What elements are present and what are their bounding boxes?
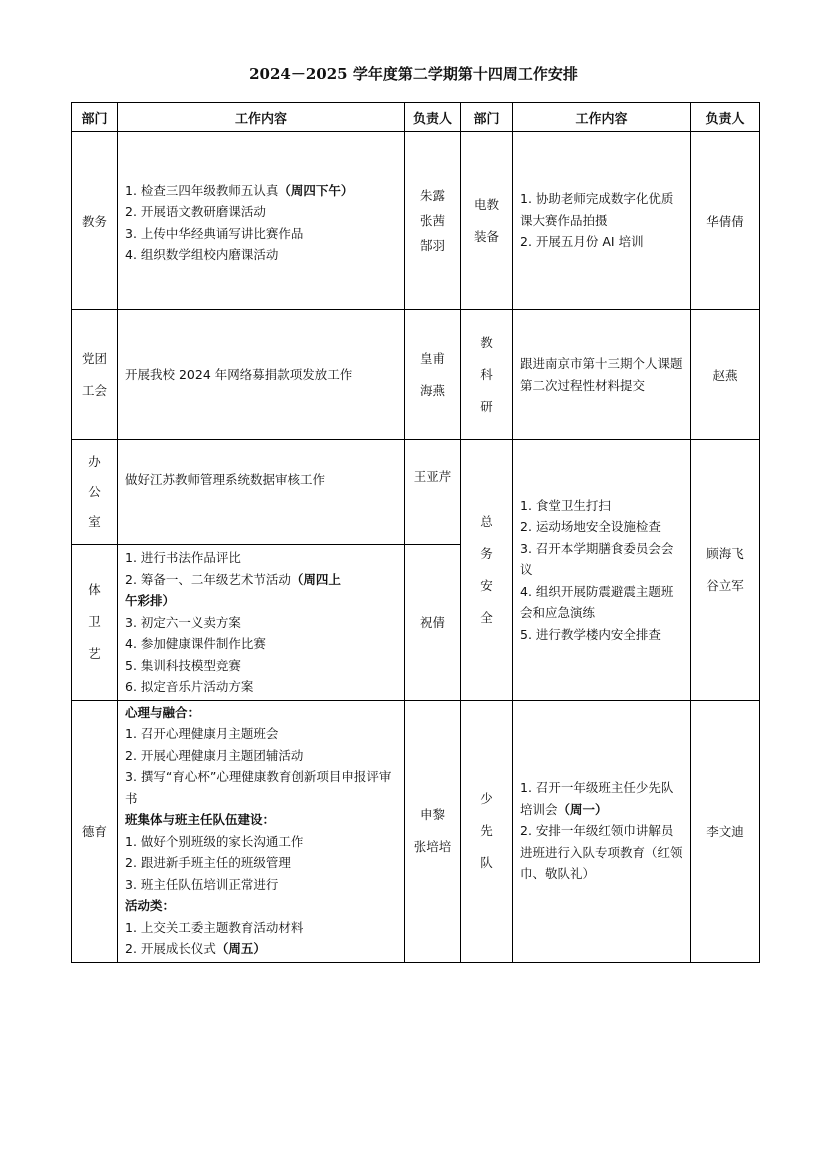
dept-cell-right [461, 440, 513, 701]
person-name: 郜羽 [419, 238, 445, 253]
person-cell [405, 440, 461, 545]
dept-name: 安 [480, 577, 493, 593]
list-item: 3. 班主任队伍培训正常进行 [125, 876, 279, 892]
content-cell [118, 700, 405, 962]
person-cell-right [691, 132, 760, 310]
content-cell [118, 440, 405, 545]
list-item: 1. 召开心理健康月主题班会 [125, 726, 279, 741]
list-item: 2. 跟进新手班主任的班级管理 [125, 855, 291, 870]
person-name: 张茜 [419, 213, 445, 228]
list-item: 2. 运动场地安全设施检查 [520, 519, 661, 534]
list-item: 1. 检查三四年级教师五认真（周四下午） [125, 182, 354, 198]
dept-name: 教 [480, 334, 493, 350]
dept-name: 艺 [88, 646, 101, 662]
content-cell [118, 132, 405, 310]
person-cell [405, 545, 461, 701]
list-item: 5. 集训科技模型竞赛 [125, 657, 241, 673]
dept-name: 教务 [81, 213, 107, 229]
person-name: 海燕 [419, 382, 445, 398]
person-name: 朱露 [419, 188, 445, 203]
dept-name: 装备 [473, 228, 499, 244]
list-item: 6. 拟定音乐片活动方案 [125, 679, 254, 694]
dept-name: 研 [480, 398, 493, 414]
content-cell-right [513, 132, 691, 310]
list-item: 4. 参加健康课件制作比赛 [125, 636, 266, 651]
content-text: 开展我校 2024 年网络募捐款项发放工作 [125, 366, 353, 382]
list-item: 2. 开展五月份 AI 培训 [520, 234, 644, 250]
content-cell [118, 310, 405, 440]
header-person: 负责人 [405, 103, 461, 132]
dept-name: 队 [480, 855, 493, 870]
list-item: 2. 筹备一、二年级艺术节活动（周四上午彩排） [125, 571, 341, 608]
person-name: 李文迪 [706, 824, 744, 839]
person-cell [405, 310, 461, 440]
content-cell-right [513, 440, 691, 701]
header-content: 工作内容 [118, 103, 405, 132]
content-cell [118, 545, 405, 701]
person-cell [405, 700, 461, 962]
table-header-row [72, 103, 760, 132]
dept-name: 少 [480, 791, 493, 806]
content-cell-right [513, 310, 691, 440]
list-item: 1. 召开一年级班主任少先队培训会（周一） [520, 780, 674, 817]
table-row [72, 132, 760, 310]
dept-cell [72, 440, 118, 545]
header-content-right: 工作内容 [513, 103, 691, 132]
list-item: 2. 安排一年级红领巾讲解员进班进行入队专项教育（红领巾、敬队礼） [520, 823, 683, 882]
header-dept-right: 部门 [461, 103, 513, 132]
bold-note: （周一） [557, 801, 608, 817]
content-text: 跟进南京市第十三期个人课题第二次过程性材料提交 [520, 356, 683, 393]
person-cell-right [691, 310, 760, 440]
content-cell-right [513, 700, 691, 962]
list-item: 3. 撰写“育心杯”心理健康教育创新项目申报评审书 [125, 769, 392, 806]
section-title: 班集体与班主任队伍建设： [125, 812, 276, 827]
table-row [72, 700, 760, 962]
dept-name: 先 [480, 823, 493, 838]
person-name: 华倩倩 [706, 213, 744, 229]
list-item: 1. 食堂卫生打扫 [520, 497, 611, 513]
person-name: 祝倩 [419, 615, 445, 631]
list-item: 5. 进行教学楼内安全排查 [520, 626, 661, 642]
dept-name: 室 [88, 514, 101, 529]
dept-cell-right [461, 310, 513, 440]
dept-name: 工会 [81, 382, 107, 398]
header-dept: 部门 [72, 103, 118, 132]
header-person-right: 负责人 [691, 103, 760, 132]
person-name: 王亚芹 [413, 469, 452, 484]
list-item: 1. 进行书法作品评比 [125, 550, 241, 565]
person-name: 赵燕 [712, 367, 738, 383]
dept-name: 电教 [473, 196, 499, 212]
list-item: 2. 开展语文教研磨课活动 [125, 204, 266, 219]
list-item: 4. 组织开展防震避震主题班会和应急演练 [520, 583, 674, 620]
dept-name: 务 [480, 545, 493, 561]
person-name: 皇甫 [419, 350, 445, 366]
dept-name: 卫 [88, 614, 101, 630]
dept-cell-right [461, 700, 513, 962]
dept-cell [72, 700, 118, 962]
list-item: 4. 组织数学组校内磨课活动 [125, 247, 279, 262]
table-row [72, 440, 760, 545]
list-item: 3. 初定六一义卖方案 [125, 614, 241, 630]
dept-name: 办 [88, 454, 101, 469]
person-name: 谷立军 [706, 577, 744, 593]
dept-name: 科 [480, 366, 493, 382]
person-cell-right [691, 440, 760, 701]
section-title: 心理与融合： [125, 704, 201, 720]
dept-cell [72, 310, 118, 440]
list-item: 2. 开展成长仪式（周五） [125, 941, 266, 956]
person-cell [405, 132, 461, 310]
dept-cell-right [461, 132, 513, 310]
bold-note: （周四下午） [278, 182, 354, 198]
bold-note: （周四上午彩排） [125, 571, 341, 608]
dept-name: 总 [480, 513, 493, 529]
person-name: 顾海飞 [706, 545, 744, 561]
bold-note: （周五） [215, 941, 266, 956]
dept-cell [72, 132, 118, 310]
section-title: 活动类： [125, 898, 176, 913]
list-item: 1. 上交关工委主题教育活动材料 [125, 919, 304, 935]
list-item: 3. 召开本学期膳食委员会会议 [520, 540, 674, 577]
person-name: 申黎 [419, 807, 445, 822]
page-title: 2024－2025 学年度第二学期第十四周工作安排 [249, 65, 578, 83]
person-cell-right [691, 700, 760, 962]
list-item: 2. 开展心理健康月主题团辅活动 [125, 747, 304, 763]
schedule-table [71, 102, 760, 963]
dept-name: 公 [88, 484, 101, 499]
person-name: 张培培 [413, 839, 452, 854]
list-item: 1. 协助老师完成数字化优质课大赛作品拍摄 [520, 191, 674, 228]
dept-name: 体 [88, 582, 101, 598]
table-row [72, 310, 760, 440]
dept-cell [72, 545, 118, 701]
list-item: 1. 做好个别班级的家长沟通工作 [125, 833, 304, 849]
dept-name: 全 [480, 609, 493, 625]
content-text: 做好江苏教师管理系统数据审核工作 [125, 472, 326, 487]
dept-name: 德育 [81, 824, 107, 839]
dept-name: 党团 [81, 350, 107, 366]
list-item: 3. 上传中华经典诵写讲比赛作品 [125, 225, 304, 241]
